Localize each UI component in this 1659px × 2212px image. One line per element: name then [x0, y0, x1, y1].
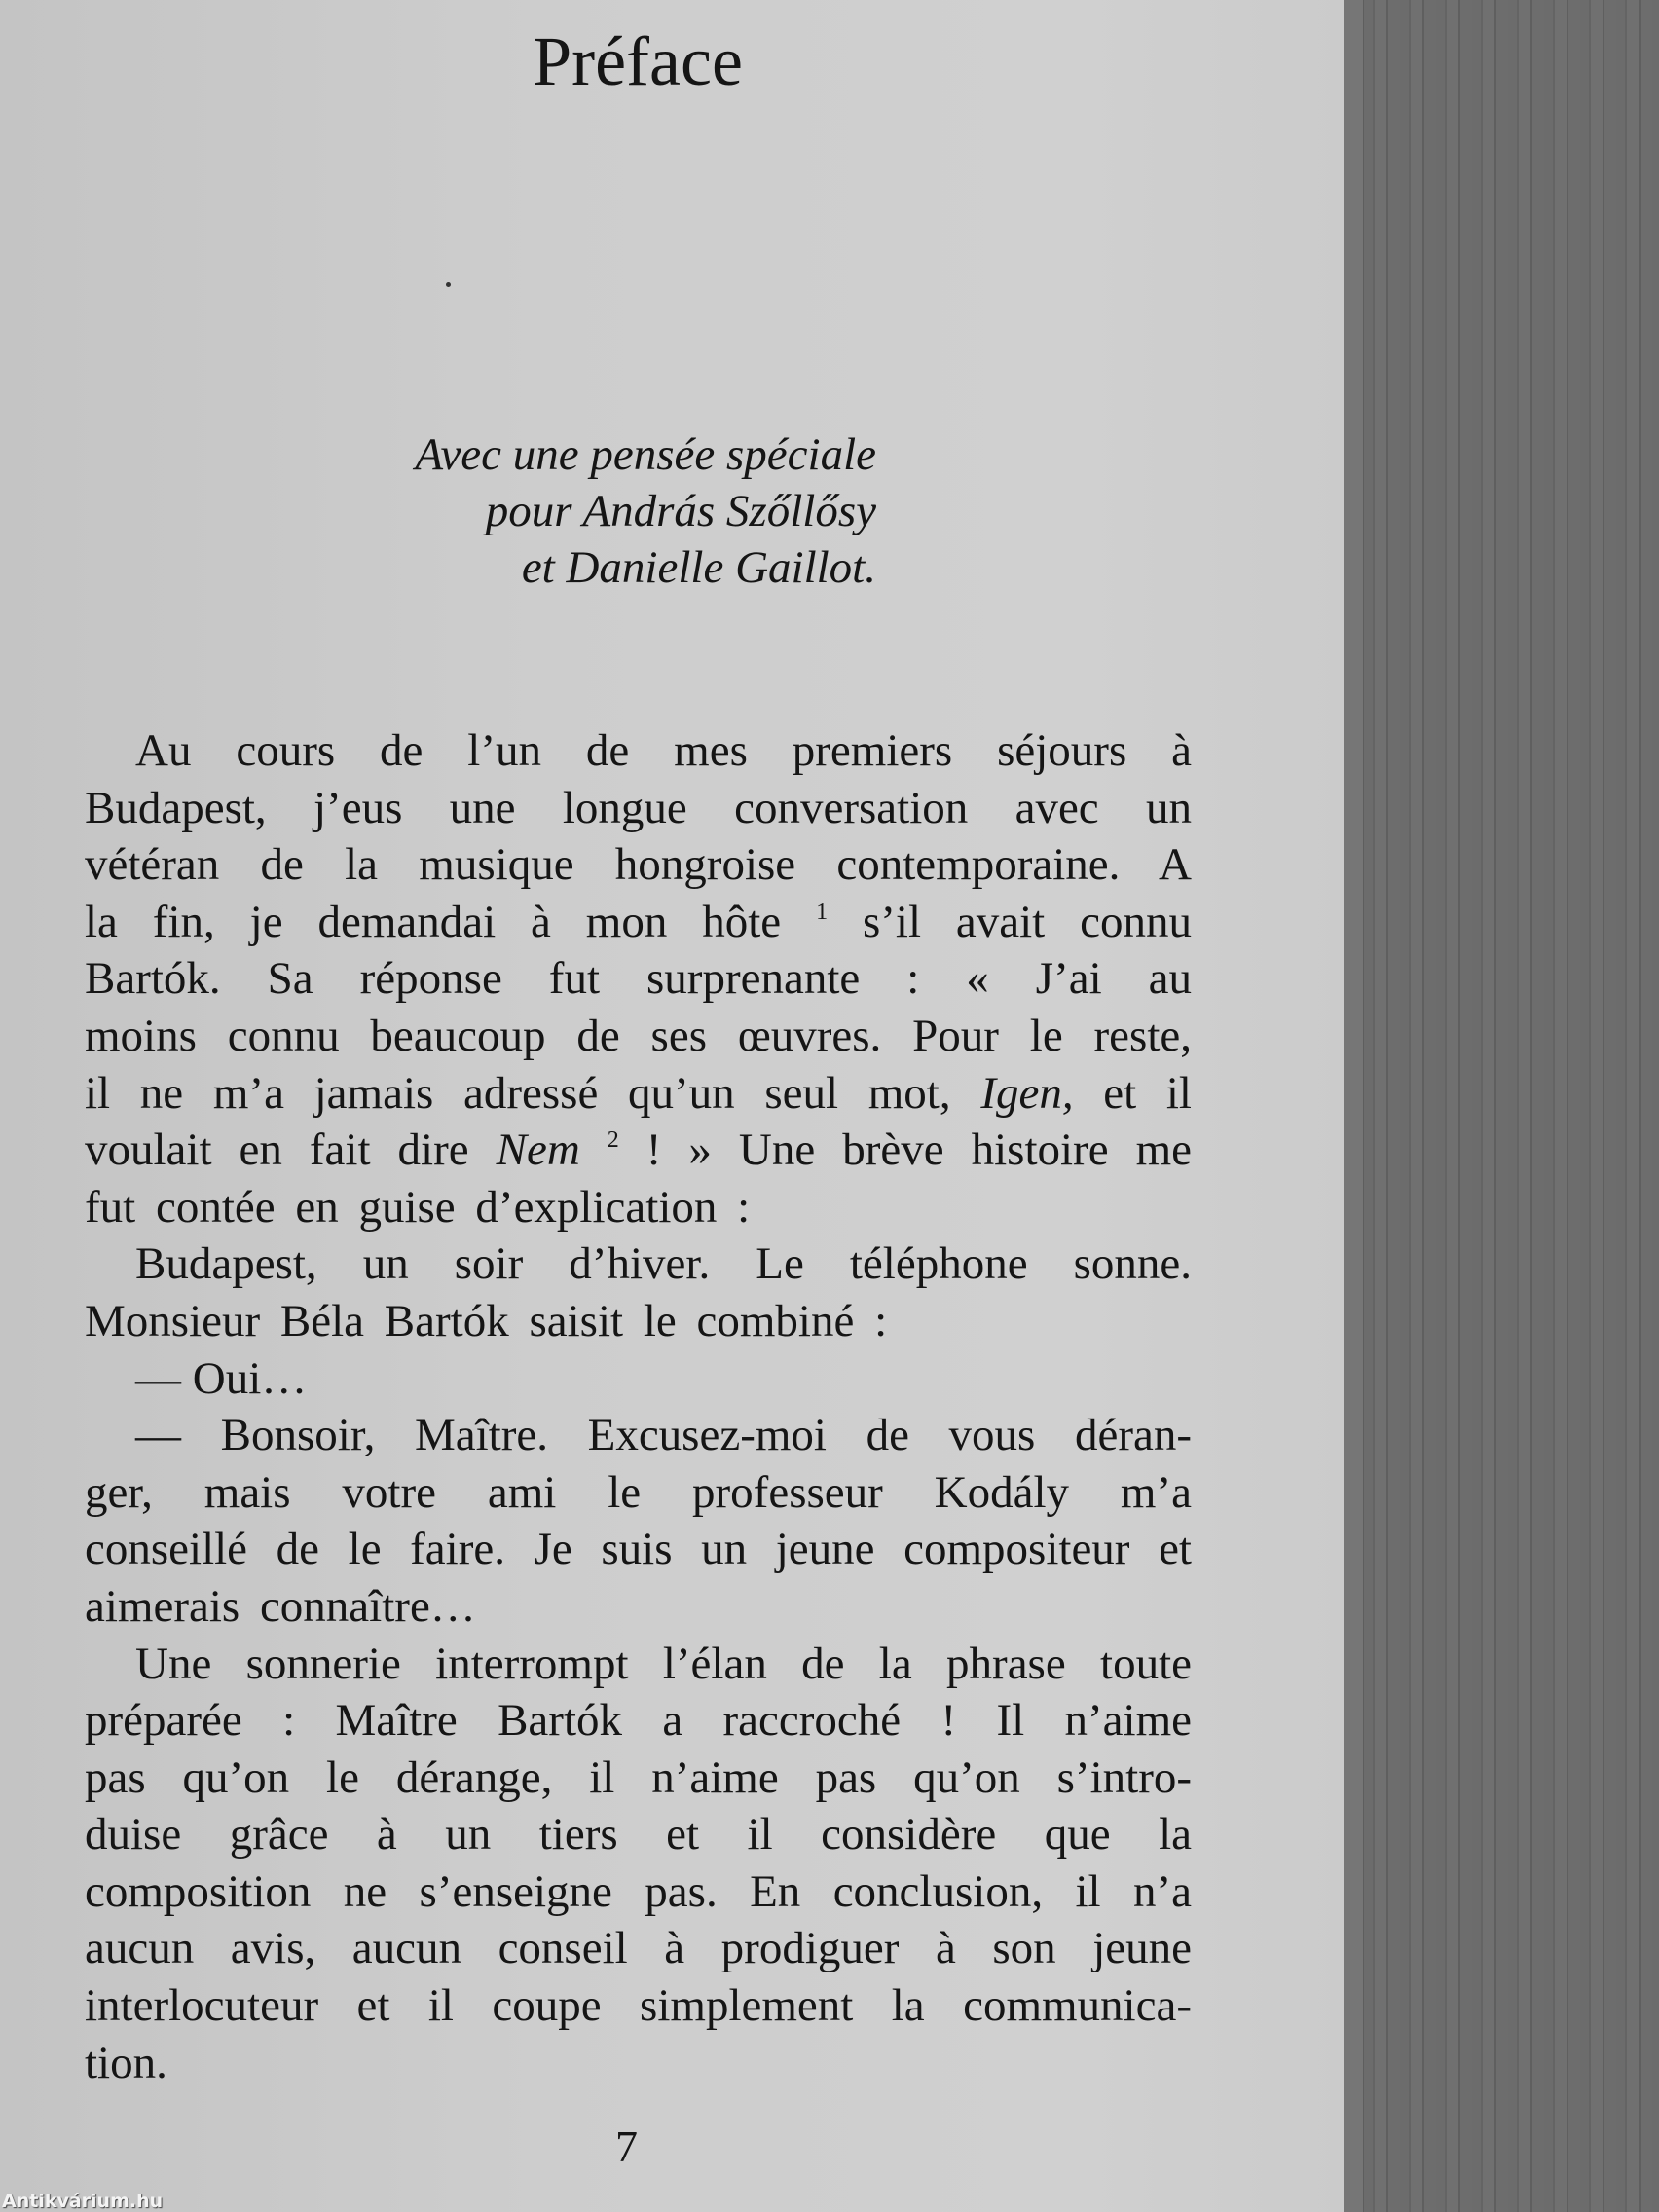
text-line — [85, 950, 1192, 1008]
text-segment: tion. — [85, 2037, 167, 2088]
text-segment: Bartók. Sa réponse fut surprenante : « J’ai au — [85, 953, 1192, 1005]
text-line — [85, 1863, 1192, 1921]
text-line — [85, 1235, 1192, 1293]
text-line — [85, 722, 1192, 780]
text-segment: duise grâce à un tiers et il considère que la — [85, 1809, 1192, 1861]
text-line — [85, 1407, 1192, 1464]
text-segment: interlocuteur et il coupe simplement la communica- — [85, 1980, 1192, 2032]
footnote-marker: 1 — [816, 899, 829, 925]
text-line — [85, 1179, 1192, 1236]
text-segment: aucun avis, aucun conseil à prodiguer à son jeune — [85, 1923, 1192, 1974]
watermark: Antikvárium.hu — [2, 2191, 164, 2212]
text-segment: s’il avait connu — [828, 896, 1192, 947]
text-line — [85, 1920, 1192, 1977]
text-line — [85, 1636, 1192, 1693]
dedication-line: pour András Szőllősy — [485, 486, 876, 536]
text-segment: conseillé de le faire. Je suis un jeune compositeur et — [85, 1524, 1192, 1575]
text-segment: ! » Une brève histoire me — [618, 1124, 1192, 1176]
text-line — [85, 1521, 1192, 1578]
book-cover-background — [1364, 0, 1659, 2212]
text-line — [85, 1293, 1192, 1350]
text-line — [85, 1977, 1192, 2035]
text-segment: la fin, je demandai à mon hôte — [85, 896, 817, 947]
text-line — [85, 1578, 1192, 1636]
text-line — [85, 1122, 1192, 1179]
text-segment: ger, mais votre ami le professeur Kodály m’a — [85, 1466, 1192, 1518]
ink-speck — [446, 282, 451, 287]
italic-word: Igen, — [980, 1067, 1074, 1119]
text-line — [85, 1464, 1192, 1522]
text-segment: vétéran de la musique hongroise contemporaine. A — [85, 839, 1192, 891]
text-line — [85, 1008, 1192, 1065]
text-line — [85, 894, 1192, 951]
italic-word: Nem — [496, 1124, 580, 1176]
text-line — [85, 1350, 1192, 1408]
text-line — [85, 780, 1192, 837]
text-segment: Monsieur Béla Bartók saisit le combiné : — [85, 1295, 888, 1346]
text-segment: Budapest, un soir d’hiver. Le téléphone sonne. — [135, 1238, 1192, 1290]
text-line — [85, 1692, 1192, 1750]
text-segment: voulait en fait dire — [85, 1124, 497, 1176]
dedication — [415, 426, 876, 596]
text-line — [85, 1750, 1192, 1807]
text-segment: il ne m’a jamais adressé qu’un seul mot, — [85, 1067, 981, 1119]
footnote-marker: 2 — [607, 1127, 619, 1154]
text-segment: — Oui… — [135, 1352, 308, 1404]
text-segment: moins connu beaucoup de ses œuvres. Pour le reste, — [85, 1010, 1192, 1061]
page-edge — [1344, 0, 1364, 2212]
chapter-title: Préface — [533, 22, 743, 100]
text-line — [85, 836, 1192, 894]
text-segment: Budapest, j’eus une longue conversation avec un — [85, 782, 1192, 833]
text-line — [85, 2035, 1192, 2092]
text-segment: pas qu’on le dérange, il n’aime pas qu’on s’intro- — [85, 1751, 1192, 1803]
body-text — [85, 722, 1192, 2091]
text-line — [85, 1806, 1192, 1863]
text-segment: et il — [1073, 1067, 1192, 1119]
text-segment — [580, 1124, 608, 1175]
text-segment: — Bonsoir, Maître. Excusez-moi de vous déran- — [135, 1410, 1192, 1461]
text-line — [85, 1065, 1192, 1123]
dedication-line: Avec une pensée spéciale — [415, 429, 876, 480]
dedication-line: et Danielle Gaillot. — [521, 542, 876, 593]
page-number: 7 — [615, 2121, 638, 2171]
text-segment: Au cours de l’un de mes premiers séjours à — [135, 725, 1192, 776]
text-segment: préparée : Maître Bartók a raccroché ! Il n’aime — [85, 1695, 1192, 1747]
text-segment: Une sonnerie interrompt l’élan de la phrase toute — [135, 1638, 1192, 1689]
text-segment: composition ne s’enseigne pas. En conclusion, il n’a — [85, 1865, 1192, 1917]
text-segment: fut contée en guise d’explication : — [85, 1181, 751, 1233]
text-segment: aimerais connaître… — [85, 1580, 476, 1632]
